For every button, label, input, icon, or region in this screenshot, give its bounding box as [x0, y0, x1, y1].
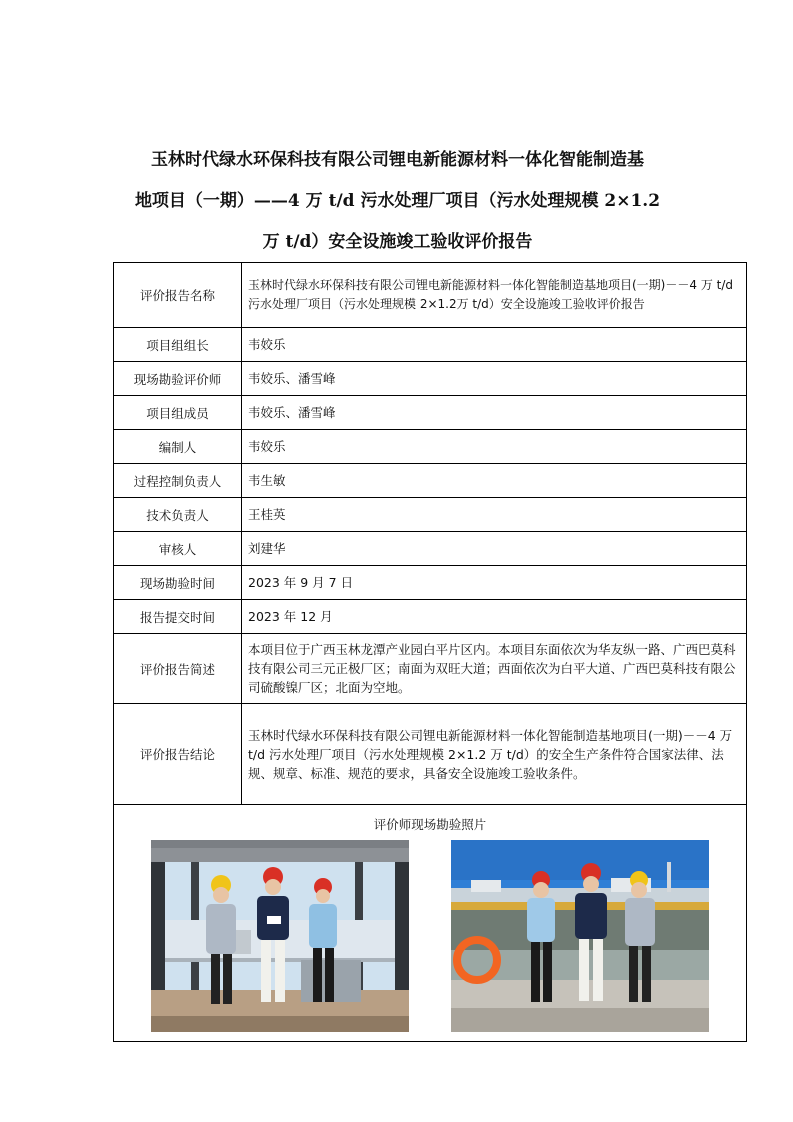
tech-lead-value: 王桂英	[242, 498, 747, 532]
site-photo-1	[151, 840, 409, 1032]
site-evaluator-label: 现场勘验评价师	[114, 362, 242, 396]
members-value: 韦姣乐、潘雪峰	[242, 396, 747, 430]
reviewer-label: 审核人	[114, 532, 242, 566]
table-row	[114, 704, 747, 805]
report-info-table	[113, 262, 747, 1042]
report-title-line-2: 地项目（一期）——4 万 t/d 污水处理厂项目（污水处理规模 2×1.2	[134, 191, 661, 211]
process-control-label: 过程控制负责人	[114, 464, 242, 498]
leader-label: 项目组组长	[114, 328, 242, 362]
brief-value: 本项目位于广西玉林龙潭产业园白平片区内。本项目东面依次为华友纵一路、广西巴莫科技有限公司三元正极厂区；南面为双旺大道；西面依次为白平大道、广西巴莫科技有限公司硫酸镍厂区；北面为空地。	[242, 634, 747, 704]
photos-title: 评价师现场勘验照片	[373, 817, 487, 832]
report-name-value: 玉林时代绿水环保科技有限公司锂电新能源材料一体化智能制造基地项目(一期)－－4 万 t/d 污水处理厂项目（污水处理规模 2×1.2万 t/d）安全设施竣工验收评价报告	[242, 263, 747, 328]
table-row	[114, 498, 747, 532]
brief-label: 评价报告简述	[114, 634, 242, 704]
table-row	[114, 430, 747, 464]
survey-time-label: 现场勘验时间	[114, 566, 242, 600]
table-row	[114, 263, 747, 328]
site-evaluator-value: 韦姣乐、潘雪峰	[242, 362, 747, 396]
site-photo-2	[451, 840, 709, 1032]
table-row	[114, 396, 747, 430]
table-row	[114, 532, 747, 566]
submit-time-value: 2023 年 12 月	[242, 600, 747, 634]
leader-value: 韦姣乐	[242, 328, 747, 362]
conclusion-label: 评价报告结论	[114, 704, 242, 805]
table-row	[114, 805, 747, 1042]
table-row	[114, 634, 747, 704]
process-control-value: 韦生敏	[242, 464, 747, 498]
members-label: 项目组成员	[114, 396, 242, 430]
compiler-label: 编制人	[114, 430, 242, 464]
submit-time-label: 报告提交时间	[114, 600, 242, 634]
compiler-value: 韦姣乐	[242, 430, 747, 464]
table-row	[114, 600, 747, 634]
tech-lead-label: 技术负责人	[114, 498, 242, 532]
table-row	[114, 464, 747, 498]
table-row	[114, 362, 747, 396]
survey-time-value: 2023 年 9 月 7 日	[242, 566, 747, 600]
report-title-line-1: 玉林时代绿水环保科技有限公司锂电新能源材料一体化智能制造基	[151, 150, 644, 170]
table-row	[114, 328, 747, 362]
reviewer-value: 刘建华	[242, 532, 747, 566]
report-title-line-3: 万 t/d）安全设施竣工验收评价报告	[262, 232, 533, 252]
table-row	[114, 566, 747, 600]
conclusion-value: 玉林时代绿水环保科技有限公司锂电新能源材料一体化智能制造基地项目(一期)－－4 万 t/d 污水处理厂项目（污水处理规模 2×1.2 万 t/d）的安全生产条件符合国家法律、法规、规章、标准、规范的要求，具备安全设施竣工验收条件。	[242, 704, 747, 805]
photos-cell	[114, 805, 747, 1042]
report-name-label: 评价报告名称	[114, 263, 242, 328]
